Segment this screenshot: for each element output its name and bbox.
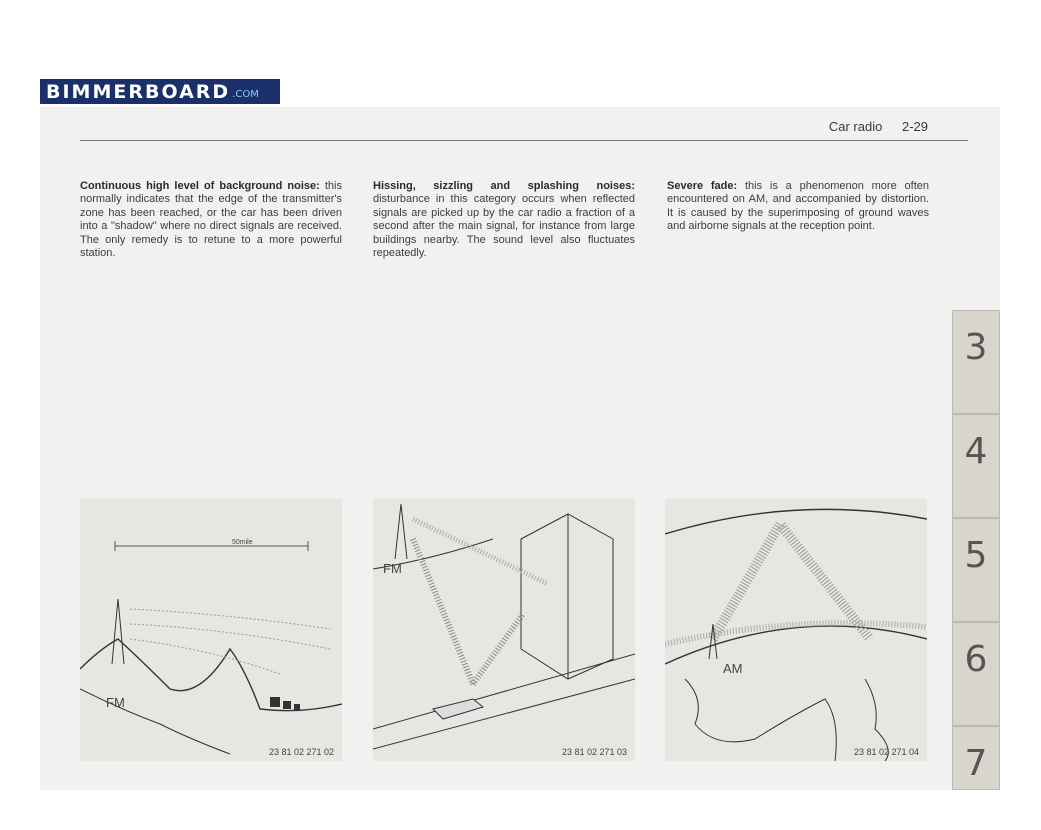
column-background-noise bbox=[80, 180, 342, 260]
figure-fm-range bbox=[80, 499, 342, 761]
page-header bbox=[829, 119, 928, 134]
band-label: FM bbox=[383, 561, 402, 576]
column-body: this is a phenomenon more often encountered on AM, and accompanied by distortion. It is caused by the superimposing of ground waves and airborne signals at the reception point. bbox=[667, 180, 929, 233]
chapter-tab-6[interactable]: 6 bbox=[952, 622, 1000, 726]
bimmerboard-logo bbox=[40, 79, 280, 104]
column-heading: Continuous high level of background noise: bbox=[80, 180, 320, 192]
distance-label: 50mile bbox=[232, 539, 253, 546]
column-heading: Hissing, sizzling and splashing noises: bbox=[373, 180, 635, 192]
chapter-tab-5[interactable]: 5 bbox=[952, 518, 1000, 622]
column-heading: Severe fade: bbox=[667, 180, 738, 192]
figure-code: 23 81 02 271 02 bbox=[268, 747, 334, 757]
manual-page bbox=[40, 107, 1000, 790]
column-hissing-noises bbox=[373, 180, 635, 260]
column-severe-fade bbox=[667, 180, 929, 234]
band-label: FM bbox=[106, 695, 125, 710]
figure-code: 23 81 02 271 03 bbox=[561, 747, 627, 757]
figure-code: 23 81 02 271 04 bbox=[853, 747, 919, 757]
logo-tld: .COM bbox=[232, 89, 259, 100]
chapter-tab-7[interactable]: 7 bbox=[952, 726, 1000, 790]
chapter-tab-4[interactable]: 4 bbox=[952, 414, 1000, 518]
section-title: Car radio bbox=[828, 119, 883, 134]
chapter-tab-3[interactable]: 3 bbox=[952, 310, 1000, 414]
header-divider bbox=[80, 140, 968, 141]
figure-fm-reflection bbox=[373, 499, 635, 761]
band-label: AM bbox=[723, 661, 743, 676]
figure-am-fade bbox=[665, 499, 927, 761]
column-body: this normally indicates that the edge of the transmitter's zone has been reached, or the car has been driven into a "shadow" where no direct signals are received. The only remedy is to retune to a more powerful station. bbox=[80, 180, 342, 260]
fm-range-illustration bbox=[80, 499, 342, 761]
column-body: disturbance in this category occurs when reflected signals are picked up by the car radio a fraction of a second after the main signal, for instance from large buildings nearby. The sound level also fluctuates repeatedly. bbox=[373, 193, 635, 260]
fm-reflection-illustration bbox=[373, 499, 635, 761]
am-fade-illustration bbox=[665, 499, 927, 761]
page-number: 2-29 bbox=[901, 119, 928, 134]
logo-brand: BIMMERBOARD bbox=[46, 80, 231, 103]
